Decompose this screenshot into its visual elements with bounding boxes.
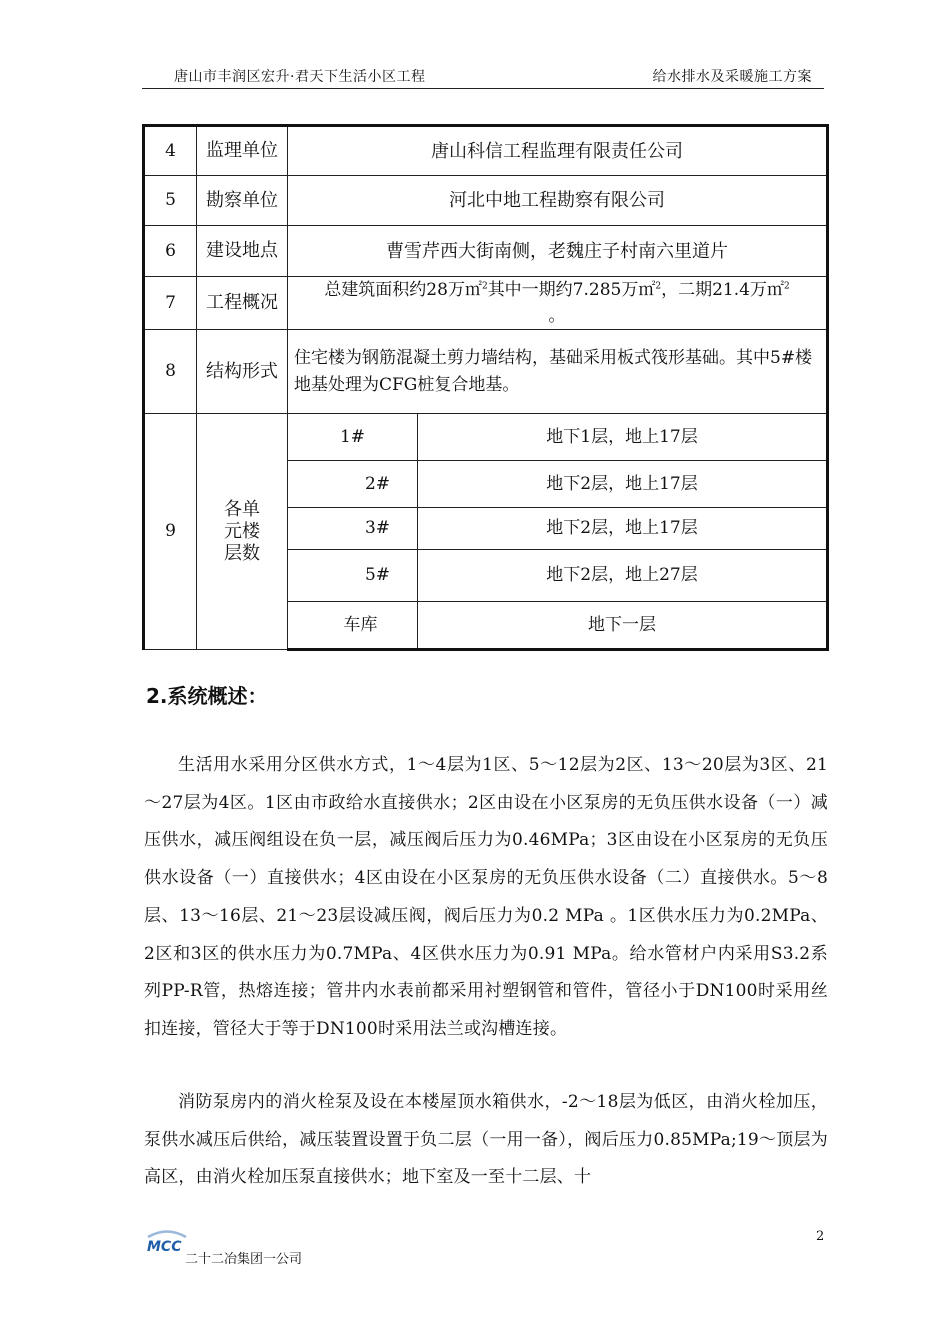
row-number: 5 [144,176,197,226]
unit-name: 3# [288,508,418,550]
overview-part-1: 总建筑面积约28万㎡ [324,280,482,300]
superscript: 2 [783,281,790,292]
row-number: 6 [144,226,197,277]
row-number: 9 [144,414,197,650]
unit-name: 车库 [288,602,418,650]
overview-part-2: 其中一期约7.285万㎡ [487,280,656,300]
unit-floors: 地下2层，地上27层 [418,550,828,602]
svg-text:MCC: MCC [147,1239,182,1254]
paragraph-text: 生活用水采用分区供水方式，1～4层为1区、5～12层为2区、13～20层为3区、21～27层为4区。1区由市政给水直接供水；2区由设在小区泵房的无负压供水设备（一）减压供水，减压阀组设在负一层，减压阀后压力为0.46MPa；3区由设在小区泵房的无负压供水设备（一）直接供水；4区由设在小区泵房的无负压供水设备（二）直接供水。5～8层、13～16层、21～23层设减压阀，阀后压力为0.2 MPa 。1区供水压力为0.2MPa、2区和3区的供水压力为0.7MPa、4区供水压力为0.91 MPa。给水管材户内采用S3.2系列PP-R管，热熔连接；管井内水表前都采用衬塑钢管和管件，管径小于DN100时采用丝扣连接，管径大于等于DN100时采用法兰或沟槽连接。 [144,755,828,1039]
row-label: 勘察单位 [197,176,288,226]
row-number: 4 [144,126,197,176]
table-row [144,277,828,330]
unit-name: 1# [288,414,418,461]
paragraph-text: 消防泵房内的消火栓泵及设在本楼屋顶水箱供水，-2～18层为低区，由消火栓加压，泵供水减压后供给，减压装置设置于负二层（一用一备），阀后压力0.85MPa;19～顶层为高区，由消火栓加压泵直接供水；地下室及一至十二层、十 [144,1092,828,1188]
overview-part-4: 。 [548,306,566,326]
row-label: 工程概况 [197,277,288,330]
section-heading: 2.系统概述： [146,684,268,708]
row-label: 结构形式 [197,330,288,414]
unit-floors: 地下2层，地上17层 [418,508,828,550]
row-value: 住宅楼为钢筋混凝土剪力墙结构，基础采用板式筏形基础。其中5#楼地基处理为CFG桩复合地基。 [288,330,828,414]
row-label: 建设地点 [197,226,288,277]
body-paragraph-1 [144,747,828,1049]
superscript: 2 [481,281,488,292]
table-row [144,414,828,461]
unit-name: 5# [288,550,418,602]
row-value: 唐山科信工程监理有限责任公司 [288,126,828,176]
row-value: 曹雪芹西大街南侧，老魏庄子村南六里道片 [288,226,828,277]
unit-name: 2# [288,461,418,508]
row-label: 监理单位 [197,126,288,176]
body-paragraph-2 [144,1084,828,1197]
company-name: 二十二冶集团一公司 [185,1252,303,1267]
unit-floors: 地下1层，地上17层 [418,414,828,461]
row-value: 河北中地工程勘察有限公司 [288,176,828,226]
mcc-logo-icon [145,1228,189,1254]
superscript: 2 [655,281,662,292]
project-info-table [142,124,829,651]
table-row [144,176,828,226]
project-overview-value [288,277,828,330]
table-row [144,226,828,277]
unit-floors: 地下2层，地上17层 [418,461,828,508]
table-row [144,126,828,176]
overview-part-3: ，二期21.4万㎡ [661,280,784,300]
table-row [144,330,828,414]
row-number: 8 [144,330,197,414]
header-document-title: 给水排水及采暖施工方案 [652,69,812,85]
row-label [197,414,288,650]
row-number: 7 [144,277,197,330]
header-project-title: 唐山市丰润区宏升·君天下生活小区工程 [174,69,426,85]
page-header [142,64,824,89]
floors-label-text: 各单元楼层数 [224,498,260,564]
page-number: 2 [816,1229,825,1244]
unit-floors: 地下一层 [418,602,828,650]
